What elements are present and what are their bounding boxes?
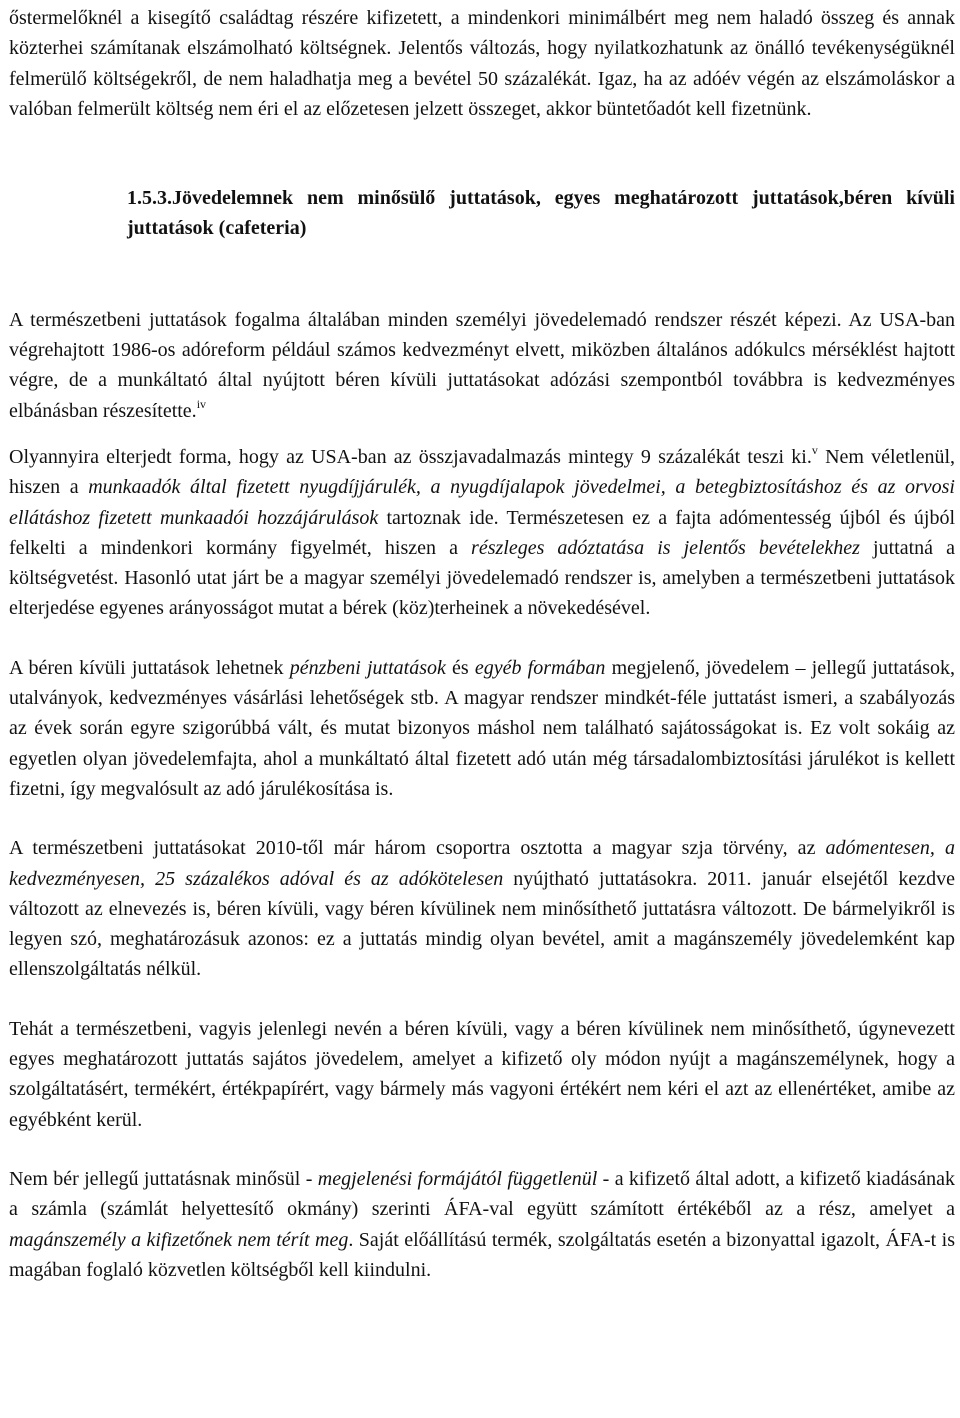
text-run: - a kifizető által adott, a kifizető kiadásának a számla (számlát helyettesítő okmány) szerinti ÁFA-val együtt számított értékéből az a rész, amelyet a bbox=[9, 1167, 956, 1221]
text-run: nyújtható juttatásokra. 2011. január elsejétől kezdve változott az elnevezés is, béren kívüli, vagy béren kívülinek nem minősíthető juttatásra változott. De bármelyikről is legyen szó, meghatározásuk azonos: ez a juttatás mindig olyan bevétel, amit a magánszemély jövedelemként kap ellenszolgáltatás nélkül. bbox=[9, 867, 955, 981]
text-run: és bbox=[445, 656, 475, 679]
section-number: 1.5.3. bbox=[127, 187, 172, 210]
footnote-ref[interactable]: v bbox=[811, 442, 818, 457]
italic-run: magánszemély a kifizetőnek nem térít meg bbox=[9, 1228, 349, 1251]
italic-run: pénzbeni juttatások bbox=[289, 656, 446, 679]
paragraph-benefit-forms bbox=[9, 653, 955, 804]
footnote-ref[interactable]: iv bbox=[196, 396, 207, 411]
italic-run: munkaadók által fizetett nyugdíjjárulék, a nyugdíjalapok jövedelmei, a betegbiztosításhoz és az orvosi ellátáshoz fizetett munkaadói hozzájárulások bbox=[9, 476, 955, 529]
italic-run: adómentesen, a kedvezményesen, 25 százalékos adóval és az adókötelesen bbox=[9, 837, 955, 890]
paragraph-three-groups bbox=[9, 833, 955, 984]
document-page bbox=[9, 0, 955, 1285]
text-run: . Saját előállítású termék, szolgáltatás esetén a bizonyattal igazolt, ÁFA-t is magában foglaló közvetlen költségből kell kiindulni. bbox=[9, 1228, 955, 1281]
paragraph-cost-deduction bbox=[9, 3, 955, 124]
text-run: Nem bér jellegű juttatásnak minősül - bbox=[9, 1167, 318, 1190]
section-title: Jövedelemnek nem minősülő juttatások, egyes meghatározott juttatások,béren kívüli juttatások (cafeteria) bbox=[127, 187, 955, 240]
text-run: A természetbeni juttatásokat 2010-től már három csoportra osztotta a magyar szja törvény, az bbox=[9, 837, 826, 860]
italic-run: részleges adóztatása is jelentős bevételekhez bbox=[471, 536, 860, 559]
text-run: tartoznak ide. Természetesen ez a fajta adómentesség újból és újból felkelti a mindenkori kormány figyelmét, hiszen a bbox=[9, 506, 955, 559]
text-run: megjelenő, jövedelem – jellegű juttatások, utalványok, kedvezményes vásárlási lehetőségek stb. A magyar rendszer mindkét-féle juttatást ismeri, a szabályozás az évek során egyre szigorúbbá vált, és mutat bizonyos máshol nem található sajátosságokat is. Ez volt sokáig az egyetlen olyan jövedelemfajta, ahol a munkáltató által fizetett adó után még társadalombiztosítási járulékot is kellett fizetni, így megvalósult az adó járulékosítása is. bbox=[9, 656, 955, 800]
italic-run: egyéb formában bbox=[474, 656, 606, 679]
section-heading bbox=[127, 183, 955, 244]
paragraph-text: A természetbeni juttatások fogalma általában minden személyi jövedelemadó rendszer részét képezi. Az USA-ban végrehajtott 1986-os adóreform például számos kedvezményt elvett, miközben általános adókulcs mérséklést hajtott végre, de a munkáltató által nyújtott béren kívüli juttatásokat adózási szempontból továbbra is kedvezményes elbánásban részesítette. bbox=[9, 308, 955, 422]
paragraph-text: Tehát a természetbeni, vagyis jelenlegi nevén a béren kívüli, vagy a béren kívülinek nem minősíthető, úgynevezett egyes meghatározott juttatás sajátos jövedelem, amelyet a kifizető oly módon nyújt a magánszemélynek, hogy a szolgáltatásért, termékért, értékpapírért, vagy bármely más vagyoni értékért nem kéri el azt az ellenértéket, amibe az egyébként kerül. bbox=[9, 1017, 955, 1131]
paragraph-text: őstermelőknél a kisegítő családtag részére kifizetett, a mindenkori minimálbért meg nem haladó összeg és annak közterhei számítanak elszámolható költségnek. Jelentős változás, hogy nyilatkozhatunk az önálló tevékenységüknél felmerülő költségekről, de nem haladhatja meg a bevétel 50 százalékát. Igaz, ha az adóév végén az elszámoláskor a valóban felmerült költség nem éri el az előzetesen jelzett összeget, akkor büntetőadót kell fizetnünk. bbox=[9, 7, 955, 120]
paragraph-usa-share bbox=[9, 442, 955, 624]
paragraph-non-wage bbox=[9, 1164, 955, 1285]
text-run: juttatná a költségvetést. Hasonló utat járt be a magyar személyi jövedelemadó rendszer is, amelyben a természetbeni juttatások elterjedése egyenes arányosságot mutat a bérek (köz)terheinek a növekedésével. bbox=[9, 536, 955, 620]
paragraph-fringe-benefits-intro bbox=[9, 305, 955, 426]
text-run: A béren kívüli juttatások lehetnek bbox=[9, 656, 290, 679]
paragraph-definition bbox=[9, 1014, 955, 1135]
text-run: Olyannyira elterjedt forma, hogy az USA-ban az összjavadalmazás mintegy 9 százalékát teszi ki. bbox=[9, 445, 812, 468]
italic-run: megjelenési formájától függetlenül bbox=[317, 1167, 598, 1190]
text-run: Nem véletlenül, hiszen a bbox=[9, 445, 956, 499]
